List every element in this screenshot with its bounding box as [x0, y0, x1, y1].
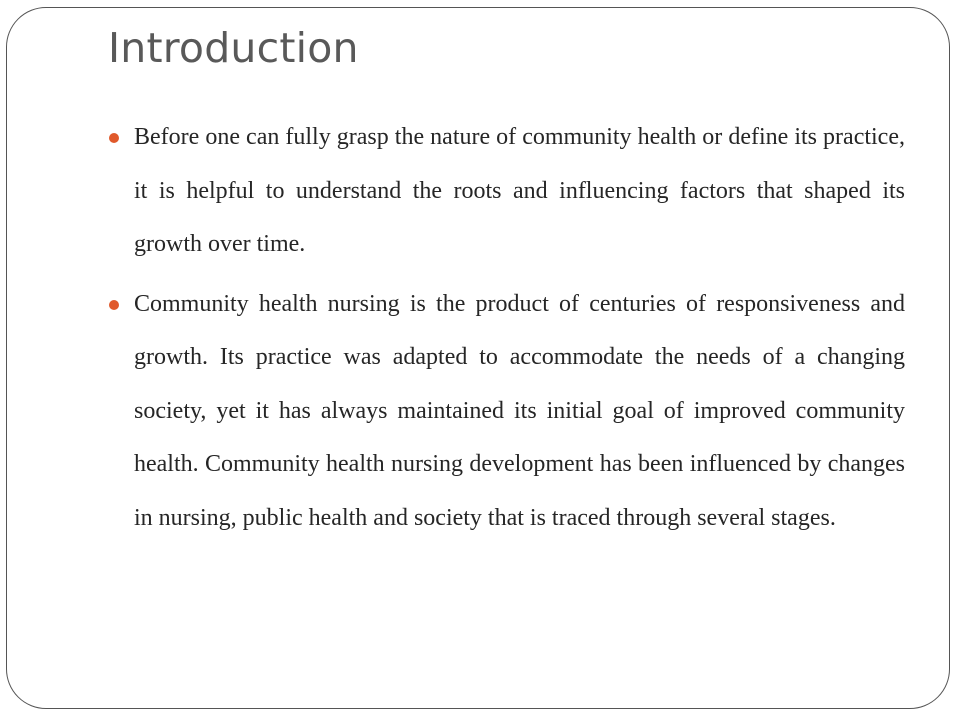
bullet-item	[109, 278, 905, 546]
bullet-item	[109, 111, 905, 272]
slide-frame	[6, 7, 950, 709]
bullet-list	[109, 111, 905, 551]
bullet-text: Community health nursing is the product of centuries of responsiveness and growth. Its practice was adapted to accommodate the needs of a changing society, yet it has always maintained its initial goal of improved community health. Community health nursing development has been influenced by changes in nursing, public health and society that is traced through several stages.	[134, 290, 905, 531]
slide-title: Introduction	[108, 24, 359, 72]
bullet-dot-icon	[109, 133, 119, 143]
bullet-dot-icon	[109, 300, 119, 310]
bullet-text: Before one can fully grasp the nature of community health or define its practice, it is helpful to understand the roots and influencing factors that shaped its growth over time.	[134, 124, 905, 257]
